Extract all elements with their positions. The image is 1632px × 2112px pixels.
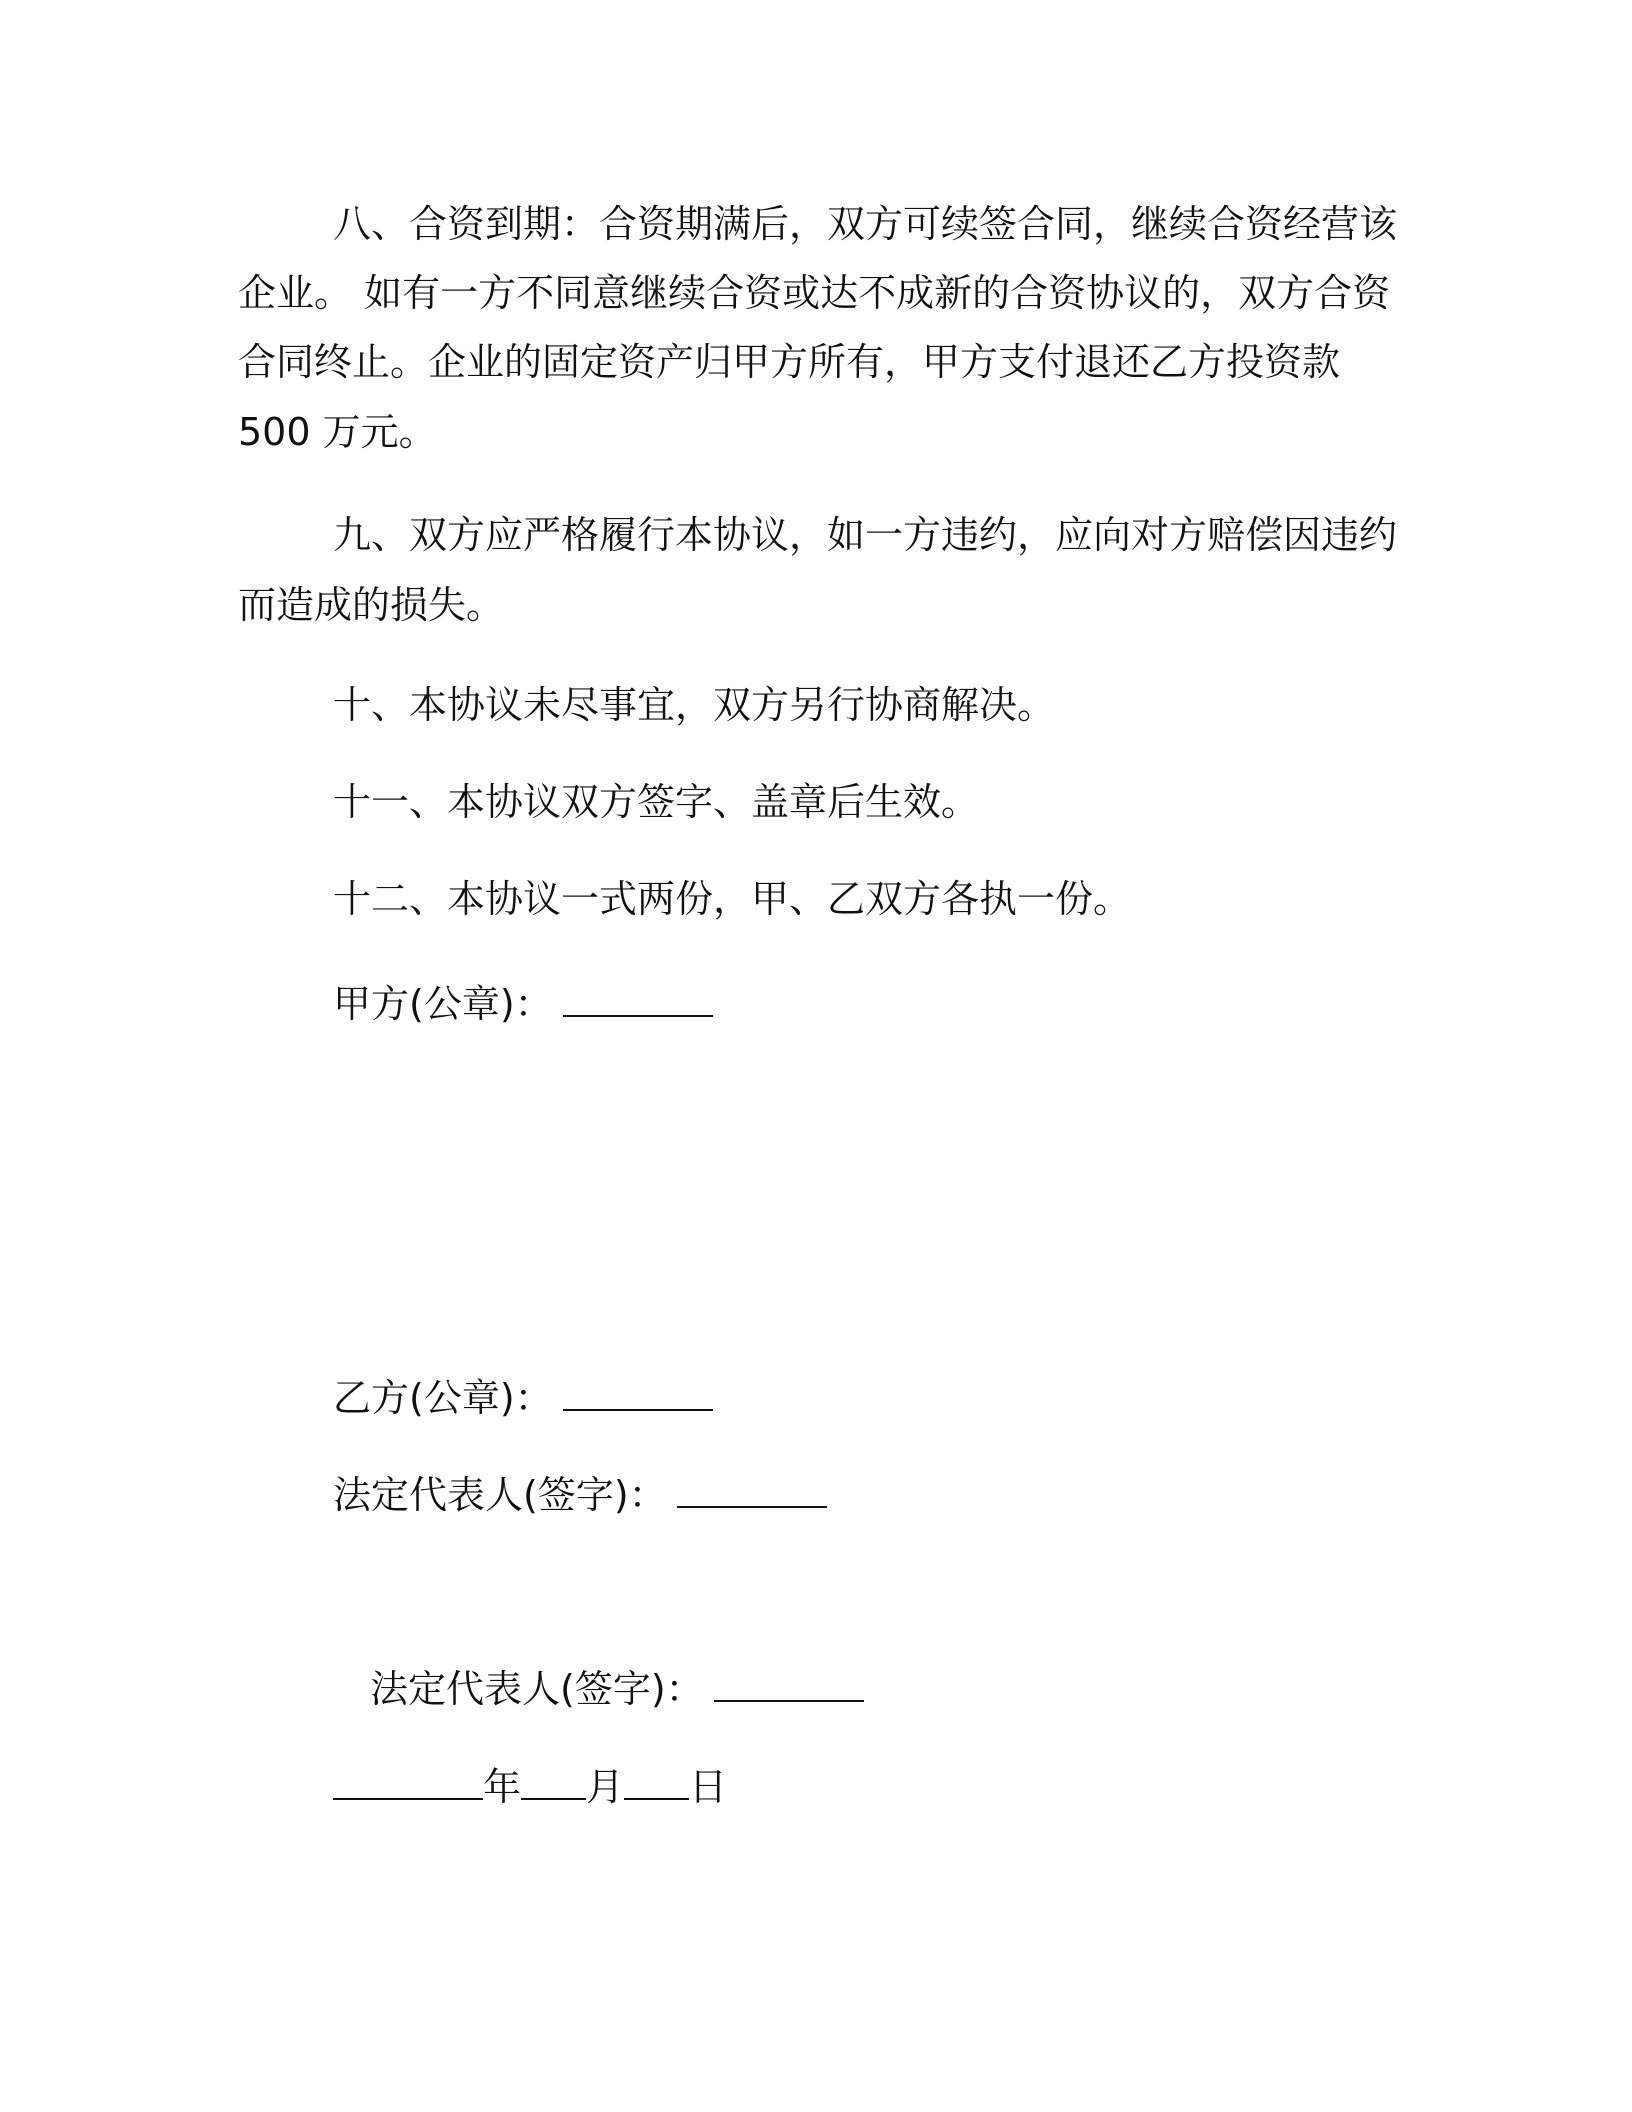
date-day-blank[interactable] [624, 1760, 689, 1800]
legal-rep-signature-blank-2[interactable] [714, 1662, 864, 1702]
legal-rep-label-2: 法定代表人(签字)： [370, 1667, 704, 1711]
date-row [333, 1760, 728, 1809]
clause-8-line-1: 八、合资到期：合资期满后，双方可续签合同，继续合资经营该 [333, 202, 1398, 246]
party-a-seal-label: 甲方(公章)： [333, 982, 553, 1026]
clause-8-line-2: 企业。 如有一方不同意继续合资或达不成新的合资协议的，双方合资 [238, 271, 1391, 315]
party-b-seal-blank[interactable] [563, 1371, 713, 1411]
party-b-seal-row [333, 1371, 713, 1420]
party-a-seal-blank[interactable] [563, 977, 713, 1017]
legal-rep-signature-blank-1[interactable] [677, 1468, 827, 1508]
clause-9-line-1: 九、双方应严格履行本协议，如一方违约，应向对方赔偿因违约 [333, 513, 1398, 557]
party-b-seal-label: 乙方(公章)： [333, 1376, 553, 1420]
date-day-label: 日 [689, 1765, 728, 1809]
clause-11: 十一、本协议双方签字、盖章后生效。 [333, 780, 980, 824]
date-month-label: 月 [586, 1765, 625, 1809]
clause-9-line-2: 而造成的损失。 [238, 583, 505, 627]
legal-rep-label-1: 法定代表人(签字)： [333, 1473, 667, 1517]
clause-8-line-3: 合同终止。企业的固定资产归甲方所有，甲方支付退还乙方投资款 [238, 340, 1341, 384]
clause-8-line-4: 500 万元。 [238, 410, 437, 454]
party-a-seal-row [333, 977, 713, 1026]
date-month-blank[interactable] [521, 1760, 586, 1800]
legal-rep-signature-row-2 [370, 1662, 864, 1711]
date-year-blank[interactable] [333, 1760, 483, 1800]
legal-rep-signature-row-1 [333, 1468, 827, 1517]
clause-12: 十二、本协议一式两份，甲、乙双方各执一份。 [333, 877, 1132, 921]
clause-10: 十、本协议未尽事宜，双方另行协商解决。 [333, 683, 1056, 727]
date-year-label: 年 [483, 1765, 522, 1809]
